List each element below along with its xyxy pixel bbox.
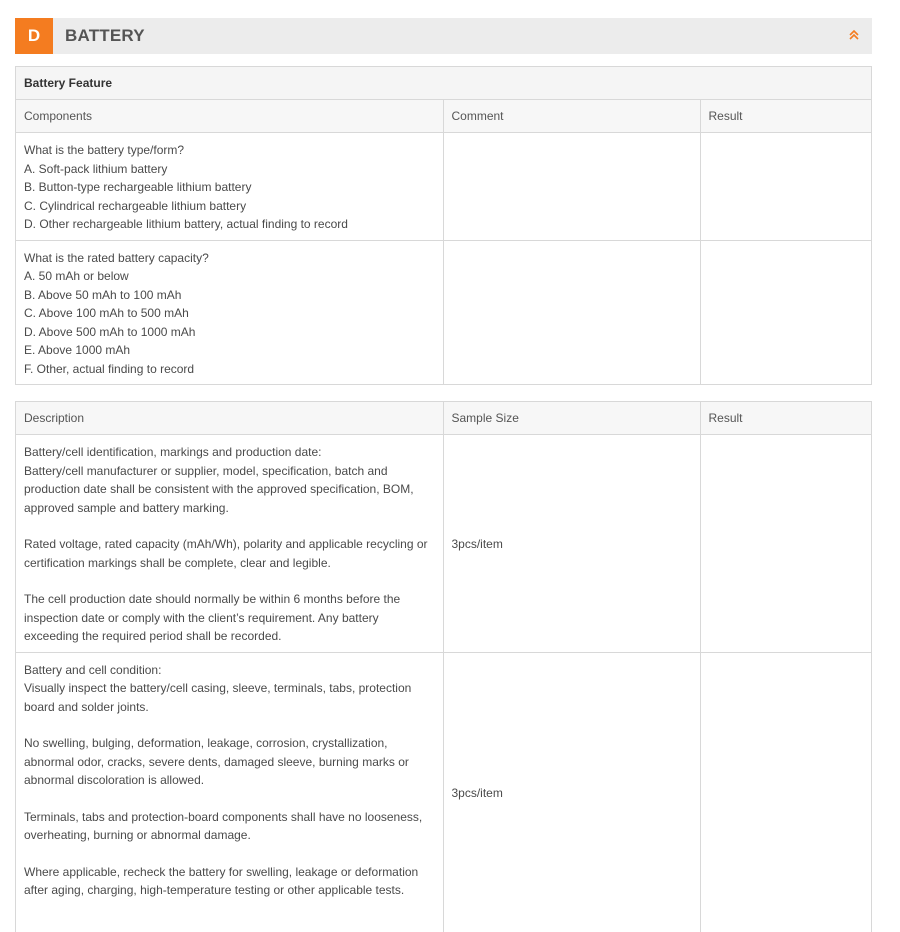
option-text: F. Other, actual finding to record — [24, 361, 195, 376]
result-cell[interactable] — [700, 652, 871, 932]
description-paragraph: Battery/cell identification, markings and production date: Battery/cell manufacturer or supplier, model, specification, batch and production date shall be consistent with the approved specification, BOM, approved sample and battery marking. — [24, 445, 414, 515]
sample-size-cell: 3pcs/item — [443, 652, 700, 932]
option-text: D. Other rechargeable lithium battery, actual finding to record — [24, 217, 348, 231]
option-text: B. Above 50 mAh to 100 mAh — [24, 287, 182, 302]
question-text: What is the rated battery capacity? — [24, 250, 209, 265]
column-header-comment: Comment — [443, 100, 700, 133]
column-header-components: Components — [16, 100, 443, 133]
sample-size-cell: 3pcs/item — [443, 435, 700, 653]
column-header-result: Result — [700, 100, 871, 133]
component-cell — [16, 240, 443, 384]
description-paragraph: Rated voltage, rated capacity (mAh/Wh), polarity and applicable recycling or certification markings shall be complete, clear and legible. — [24, 537, 431, 570]
column-header-description: Description — [16, 402, 443, 435]
description-paragraph: Terminals, tabs and protection-board components shall have no looseness, overheating, burning or abnormal damage. — [24, 809, 426, 842]
option-text: E. Above 1000 mAh — [24, 343, 131, 357]
battery-feature-card — [15, 66, 872, 385]
result-cell[interactable] — [700, 133, 871, 241]
section-letter-badge: D — [15, 18, 53, 54]
column-header-result: Result — [700, 402, 871, 435]
question-text: What is the battery type/form? — [24, 143, 185, 157]
battery-feature-title: Battery Feature — [16, 67, 871, 100]
table-row — [16, 240, 871, 384]
option-text: D. Above 500 mAh to 1000 mAh — [24, 324, 196, 339]
option-text: A. Soft-pack lithium battery — [24, 161, 168, 176]
result-cell[interactable] — [700, 435, 871, 653]
option-text: C. Cylindrical rechargeable lithium battery — [24, 198, 247, 213]
section-header — [15, 18, 872, 54]
chevron-double-up-icon[interactable] — [846, 27, 862, 43]
description-paragraph: Where applicable, recheck the battery for swelling, leakage or deformation after aging, charging, high-temperature testing or other applicable tests. — [24, 864, 422, 897]
inspection-table — [16, 402, 871, 932]
section-title: BATTERY — [65, 26, 145, 45]
comment-cell[interactable] — [443, 240, 700, 384]
option-text: A. 50 mAh or below — [24, 269, 129, 283]
column-header-sample-size: Sample Size — [443, 402, 700, 435]
battery-feature-table — [16, 100, 871, 384]
description-paragraph: The cell production date should normally be within 6 months before the inspection date or comply with the client’s requirement. Any battery exceeding the required period shall be recorded. — [24, 592, 404, 643]
table-row — [16, 652, 871, 932]
option-text: B. Button-type rechargeable lithium battery — [24, 180, 252, 194]
table-header-row — [16, 100, 871, 133]
description-paragraph: Battery and cell condition: Visually inspect the battery/cell casing, sleeve, terminals, tabs, protection board and solder joints. — [24, 662, 412, 714]
table-row — [16, 133, 871, 241]
description-cell — [16, 435, 443, 653]
description-cell — [16, 652, 443, 932]
battery-section — [15, 18, 872, 932]
table-row — [16, 435, 871, 653]
table-header-row — [16, 402, 871, 435]
component-cell — [16, 133, 443, 241]
inspection-card — [15, 401, 872, 932]
description-paragraph: No swelling, bulging, deformation, leakage, corrosion, crystallization, abnormal odor, cracks, severe dents, damaged sleeve, burning marks or abnormal discoloration is allowed. — [24, 736, 413, 787]
result-cell[interactable] — [700, 240, 871, 384]
comment-cell[interactable] — [443, 133, 700, 241]
option-text: C. Above 100 mAh to 500 mAh — [24, 306, 189, 320]
